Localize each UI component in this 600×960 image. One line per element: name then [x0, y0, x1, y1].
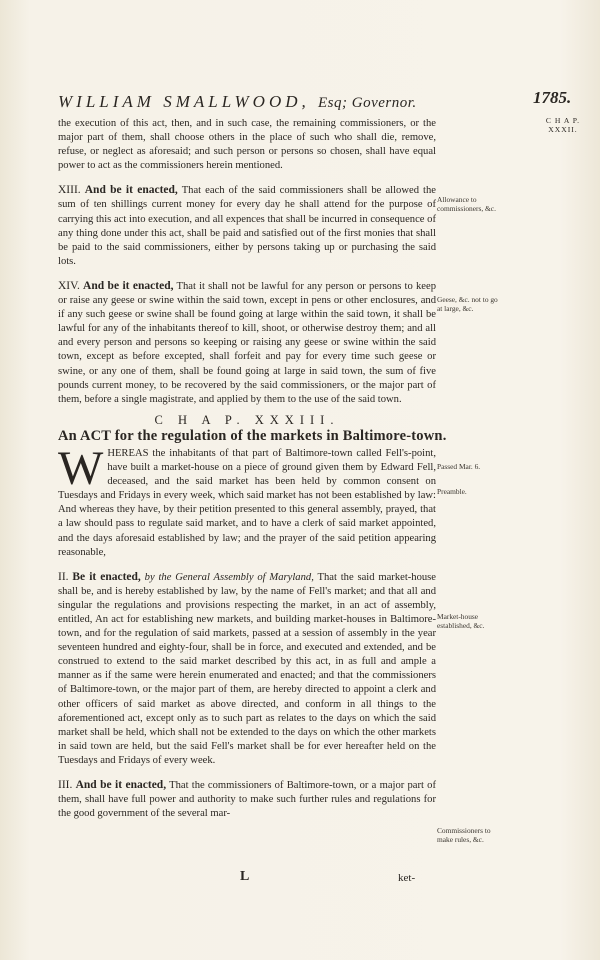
preamble	[58, 441, 436, 560]
section-14-text: That it shall not be lawful for any person or persons to keep or raise any geese or swine within the said town, except in pens or other enclosures, and if any such geese or swine shall be found going at large within the said town, it shall be lawful for any of the inhabitants thereof to kill, shoot, or otherwise destroy them; and all and every person and persons so keeping or raising any geese or swine within the said town, except as before excepted, shall forfeit and pay for every time such geese or swine, or any one of them, shall be found going at large in said town, the sum of five pounds current money, to be recovered by the said commissioners, or the major part of them, before a single magistrate, and applied by them to the use of the said town.	[58, 280, 436, 405]
margin-note-market-house: Market-house established, &c.	[437, 612, 485, 630]
section-3-lead: And be it enacted,	[75, 779, 167, 792]
section-13-text: That each of the said commissioners shall be allowed the sum of ten shillings current money for every day he shall attend for the purpose of carrying this act into execution, and all expences that shall be incurred in consequence of any thing done under this act, shall be paid and satisfied out of the first monies that shall be paid to the said commissioners, either by persons taking up or purchasing the said lots.	[58, 185, 436, 267]
header-title: WILLIAM SMALLWOOD,	[58, 92, 310, 111]
margin-note-passed: Passed Mar. 6.	[437, 462, 481, 471]
header-subtitle: Esq; Governor.	[318, 95, 417, 111]
chapter-heading: C H A P. XXXIII.	[154, 412, 340, 427]
margin-note-preamble: Preamble.	[437, 487, 467, 496]
margin-note-commissioners: Commissioners to make rules, &c.	[437, 826, 491, 844]
act-title: An ACT for the regulation of the markets in Baltimore-town.	[58, 427, 447, 444]
continuation-paragraph: the execution of this act, then, and in such case, the remaining commissioners, or the major part of them, shall choose others in the place of such who shall die, remove, refuse, or neglect as aforesaid; and such person or persons so chosen, shall have equal power to act as the commissioners herein mentioned.	[58, 118, 436, 172]
section-2-text: That the said market-house shall be, and is hereby established by law, by the name of Fell's market; and that all and singular the regulations and provisions respecting the market, in an act of assembly, entitled, An act for establishing new markets, and building market-houses in Baltimore-town, and for the regulation of said markets, passed at a session of assembly in the year seventeen hundred and eighty-four, shall be in force, and executed and extended, and be construed to extend to the said market described by this act, in as full and ample a manner as if the same were herein enumerated and enacted; and that the commissioners of Baltimore-town, or the major part of them, are hereby directed to appoint a clerk and other officers of said market as above directed, and conform in all things to the aforementioned act, except only as to such part as relates to the days on which the said market shall be held, which shall not be extended to the days on which the other markets in said town are held, but the said Fell's market shall be for ever hereafter held on the Tuesdays and Fridays of every week.	[58, 571, 436, 766]
drop-cap: W	[58, 441, 104, 495]
preamble-text: HEREAS the inhabitants of that part of Baltimore-town called Fell's-point, have built a market-house on a piece of ground given them by Edward Fell, deceased, and the said market has been held by common consent on Tuesdays and Fridays in every week, which said market has not been established by law: And whereas they have, by their petition presented to this general assembly, prayed, that a law should pass to regulate said market, and to have a clerk of said market appointed, and the days aforesaid established by law; and the prayer of the said petition appearing reasonable,	[58, 447, 436, 558]
section-13-lead: And be it enacted,	[84, 184, 178, 197]
section-14-lead: And be it enacted,	[83, 279, 174, 292]
section-3	[58, 778, 436, 821]
section-2-number: II.	[58, 570, 69, 583]
page-year: 1785.	[533, 88, 572, 107]
section-2-italic: by the General Assembly of Maryland,	[144, 571, 314, 583]
running-header	[58, 92, 490, 112]
section-14	[58, 279, 436, 407]
section-3-number: III.	[58, 779, 73, 792]
section-3-text: That the commissioners of Baltimore-town, or a major part of them, shall have full power and authority to make such further rules and regulations for the good government of the several mar-	[58, 780, 437, 820]
section-2	[58, 570, 436, 768]
catchword: ket-	[398, 872, 416, 884]
section-14-number: XIV.	[58, 279, 80, 292]
section-13-number: XIII.	[58, 184, 81, 197]
signature-mark: L	[240, 869, 250, 884]
margin-note-allowance: Allowance to commissioners, &c.	[437, 195, 496, 213]
document-body	[58, 117, 447, 831]
section-13	[58, 183, 436, 269]
margin-chap-ref: C H A P. XXXII.	[545, 116, 581, 134]
margin-note-geese: Geese, &c. not to go at large, &c.	[437, 295, 498, 313]
section-2-lead: Be it enacted,	[72, 570, 141, 583]
